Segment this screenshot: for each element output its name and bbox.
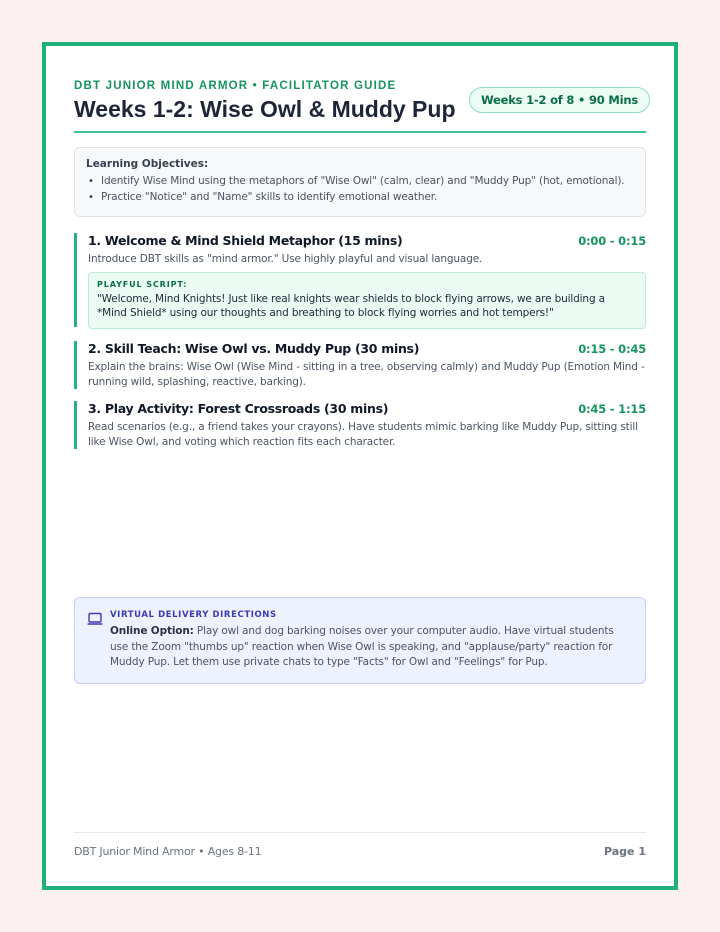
objective-item [86, 174, 634, 190]
script-text: "Welcome, Mind Knights! Just like real knights wear shields to block flying arrows, we are building a *Mind Shield* using our thoughts and breathing to block flying worries and hot tempers!" [97, 292, 605, 319]
virtual-text [110, 624, 633, 671]
virtual-label: VIRTUAL DELIVERY DIRECTIONS [110, 610, 277, 620]
laptop-icon [87, 612, 103, 626]
section-title: 1. Welcome & Mind Shield Metaphor (15 mins) [88, 233, 403, 248]
section-body: Explain the brains: Wise Owl (Wise Mind - sitting in a tree, observing calmly) and Muddy Pup (Emotion Mind - running wild, splashing, reactive, barking). [88, 361, 645, 388]
bullet-icon: • [88, 176, 94, 187]
section-time: 0:15 - 0:45 [578, 342, 646, 356]
section-body: Read scenarios (e.g., a friend takes your crayons). Have students mimic barking like Muddy Pup, sitting still like Wise Owl, and voting which reaction fits each character. [88, 421, 638, 448]
objectives-heading: Learning Objectives: [86, 158, 209, 170]
header-divider [74, 131, 646, 133]
section-play-activity [74, 401, 646, 449]
section-title: 2. Skill Teach: Wise Owl vs. Muddy Pup (30 mins) [88, 341, 420, 356]
objective-text: Practice "Notice" and "Name" skills to identify emotional weather. [101, 190, 438, 203]
page-title: Weeks 1-2: Wise Owl & Muddy Pup [74, 96, 456, 122]
section-skill-teach [74, 341, 646, 389]
guide-page [42, 42, 678, 890]
page-header [74, 80, 650, 123]
bullet-icon: • [88, 191, 94, 203]
section-time: 0:45 - 1:15 [578, 402, 646, 416]
learning-objectives-box [74, 147, 646, 217]
objective-text: Identify Wise Mind using the metaphors of "Wise Owl" (calm, clear) and "Muddy Pup" (hot, emotional). [101, 175, 625, 187]
guide-eyebrow: DBT JUNIOR MIND ARMOR • FACILITATOR GUIDE [74, 80, 397, 92]
page-number: Page 1 [603, 845, 646, 858]
script-label: PLAYFUL SCRIPT: [97, 279, 188, 289]
virtual-lead: Online Option: [110, 625, 194, 637]
section-welcome [74, 233, 646, 327]
section-body: Introduce DBT skills as "mind armor." Use highly playful and visual language. [88, 253, 483, 265]
footer-program: DBT Junior Mind Armor • Ages 8-11 [74, 845, 262, 858]
duration-badge: Weeks 1-2 of 8 • 90 Mins [469, 87, 650, 113]
objective-item [86, 190, 634, 206]
section-time: 0:00 - 0:15 [578, 234, 646, 248]
playful-script-box [88, 272, 646, 329]
section-title: 3. Play Activity: Forest Crossroads (30 mins) [88, 401, 389, 416]
footer-divider [74, 832, 646, 833]
virtual-delivery-box [74, 597, 646, 684]
objectives-list [86, 174, 634, 205]
virtual-body: Play owl and dog barking noises over your computer audio. Have virtual students use the Zoom "thumbs up" reaction when Wise Owl is speaking, and "applause/party" reaction for Muddy Pup. Let them use private chats to type "Facts" for Owl and "Feelings" for Pup. [110, 625, 614, 668]
